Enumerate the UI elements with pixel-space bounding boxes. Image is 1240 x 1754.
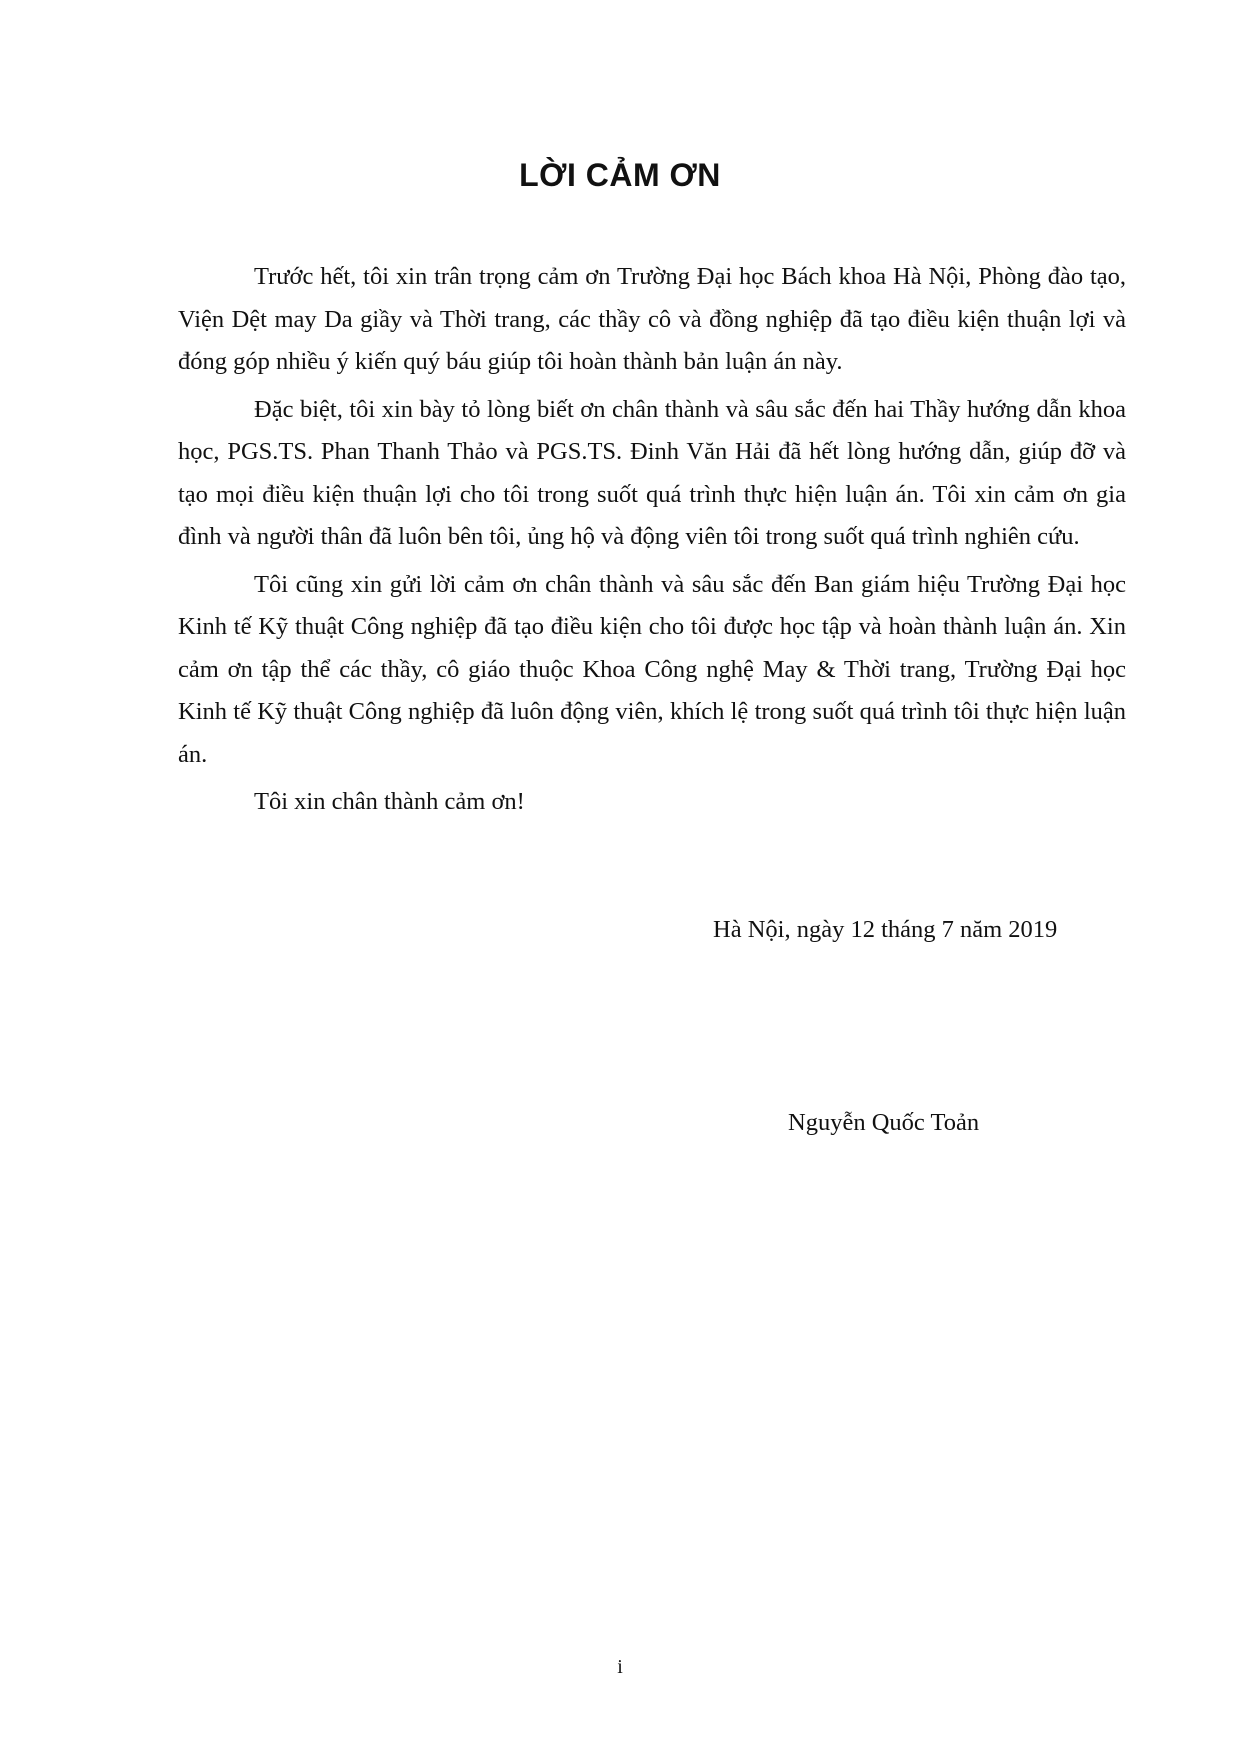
page-number: i bbox=[617, 1656, 623, 1678]
page-title: LỜI CẢM ƠN bbox=[519, 157, 721, 193]
paragraph-1: Trước hết, tôi xin trân trọng cảm ơn Trường Đại học Bách khoa Hà Nội, Phòng đào tạo, Viện Dệt may Da giầy và Thời trang, các thầy cô và đồng nghiệp đã tạo điều kiện thuận lợi và đóng góp nhiều ý kiến quý báu giúp tôi hoàn thành bản luận án này. bbox=[178, 263, 1126, 375]
acknowledgement-body bbox=[178, 256, 1126, 829]
author-name: Nguyễn Quốc Toản bbox=[788, 1109, 980, 1136]
paragraph-2: Đặc biệt, tôi xin bày tỏ lòng biết ơn chân thành và sâu sắc đến hai Thầy hướng dẫn khoa học, PGS.TS. Phan Thanh Thảo và PGS.TS. Đinh Văn Hải đã hết lòng hướng dẫn, giúp đỡ và tạo mọi điều kiện thuận lợi cho tôi trong suốt quá trình thực hiện luận án. Tôi xin cảm ơn gia đình và người thân đã luôn bên tôi, ủng hộ và động viên tôi trong suốt quá trình nghiên cứu. bbox=[178, 395, 1126, 550]
paragraph-3: Tôi cũng xin gửi lời cảm ơn chân thành và sâu sắc đến Ban giám hiệu Trường Đại học Kinh tế Kỹ thuật Công nghiệp đã tạo điều kiện cho tôi được học tập và hoàn thành luận án. Xin cảm ơn tập thể các thầy, cô giáo thuộc Khoa Công nghệ May & Thời trang, Trường Đại học Kinh tế Kỹ thuật Công nghiệp đã luôn động viên, khích lệ trong suốt quá trình tôi thực hiện luận án. bbox=[178, 570, 1126, 768]
paragraph-4: Tôi xin chân thành cảm ơn! bbox=[254, 788, 525, 815]
date-line: Hà Nội, ngày 12 tháng 7 năm 2019 bbox=[713, 916, 1058, 943]
